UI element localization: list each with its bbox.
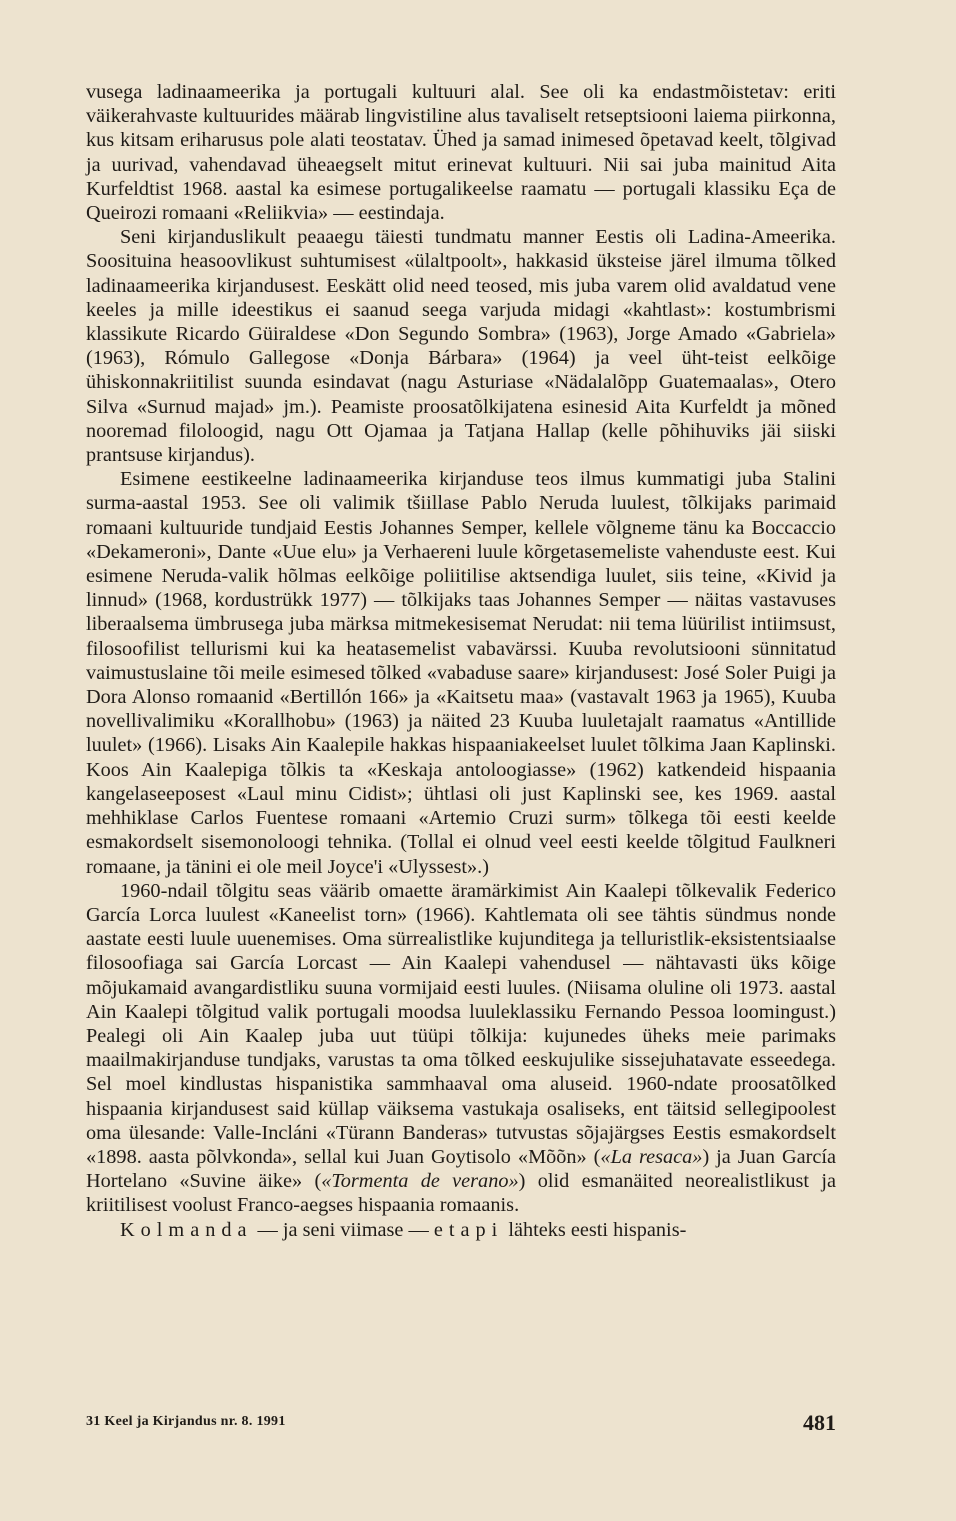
article-body [86, 80, 836, 1242]
italic-title: «La resaca» [600, 1145, 703, 1168]
page-footer [86, 1404, 836, 1444]
paragraph: vusega ladinaameerika ja portugali kultuuri alal. See oli ka endastmõistetav: eriti väikerahvaste kultuurides määrab lingvistiline alus tavaliselt retseptsiooni laiema piirkonna, kus kitsam eriharusus pole alati teostatav. Ühed ja samad inimesed õpetavad keelt, tõlgivad ja uurivad, vahendavad üheaegselt mitut erinevat kultuuri. Nii sai juba mainitud Aita Kurfeldtist 1968. aastal ka esimese portugalikeelse raamatu — portugali klassiku Eça de Queirozi romaani «Reliikvia» — eestindaja. [86, 81, 836, 225]
paragraph-text: — ja seni viimase — [252, 1218, 434, 1241]
paragraph-text: ) olid esmanäited neorealistlikust ja kriitilisest voolust Franco-aegses hispaania romaanis. [86, 1170, 836, 1217]
paragraph-text: 1960-ndail tõlgitu seas väärib omaette äramärkimist Ain Kaalepi tõlkevalik Federico García Lorca luulest «Kaneelist torn» (1966). Kahtlemata oli see tähtis sündmus nonde aastate eesti luule uuenemises. Oma sürrealistlike kujunditega ja telluristlik-eksistentsiaalse filosoofiaga sai García Lorcast — Ain Kaalepi vahendusel — nähtavasti üks kõige mõjukamaid avangardistliku suuna vormijaid eesti luules. (Niisama oluline oli 1973. aastal Ain Kaalepi tõlgitud valik portugali moodsa luuleklassiku Fernando Pessoa loomingust.) Pealegi oli Ain Kaalep juba uut tüüpi tõlkija: kujunedes üheks meie parimaks maailmakirjanduse tundjaks, varustas ta oma tõlked eeskujulike sissejuhatavate esseedega. Sel moel kindlustas hispanistika sammhaaval oma aluseid. 1960-ndate proosatõlked hispaania kirjandusest said küllap väiksema vastukaja osaliseks, ent täitsid sellegipoolest oma ülesande: Valle-Incláni «Türann Banderas» tutvustas sõjajärgses Eestis esmakordselt «1898. aasta põlvkonda», sellal kui Juan Goytisolo «Mõõn» ( [86, 879, 836, 1168]
italic-title: «Tormenta de verano» [321, 1170, 519, 1193]
footer-source: 31 Keel ja Kirjandus nr. 8. 1991 [86, 1414, 286, 1429]
paragraph-text: lähteks eesti hispanis- [503, 1218, 687, 1241]
paragraph [86, 1218, 836, 1242]
paragraph [86, 879, 836, 1218]
paragraph: Seni kirjanduslikult peaaegu täiesti tundmatu manner Eestis oli Ladina-Ameerika. Soosituina heasoovlikust suhtumisest «ülaltpoolt», hakkasid üksteise järel ilmuma tõlked ladinaameerika kirjandusest. Eeskätt olid need teosed, mis juba varem olid avaldatud vene keeles ja mille ideestikus ei saanud seega varjuda midagi «kahtlast»: kostumbrismi klassikute Ricardo Güiraldese «Don Segundo Sombra» (1963), Jorge Amado «Gabriela» (1963), Rómulo Gallegose «Donja Bárbara» (1964) ja veel üht-teist eelkõige ühiskonnakriitilist suunda esindavat (nagu Asturiase «Nädalalõpp Guatemaalas», Otero Silva «Surnud majad» jm.). Peamiste proosatõlkijatena esinesid Aita Kurfeldt ja mõned nooremad filoloogid, nagu Ott Ojamaa ja Tatjana Hallap (kelle põhihuviks jäi siiski prantsuse kirjandus). [86, 226, 836, 467]
spaced-emphasis: etapi [433, 1218, 504, 1241]
page-number: 481 [803, 1410, 836, 1435]
spaced-emphasis: Kolmanda [120, 1218, 253, 1241]
paragraph: Esimene eestikeelne ladinaameerika kirjanduse teos ilmus kummatigi juba Stalini surma-aastal 1953. See oli valimik tšiillase Pablo Neruda luulest, tõlkijaks parimaid romaani kultuuride tundjaid Eestis Johannes Semper, kellele võlgneme tänu ka Boccaccio «Dekameroni», Dante «Uue elu» ja Verhaereni luule kõrgetasemeliste vahenduste eest. Kui esimene Neruda-valik hõlmas eelkõige poliitilise aktsendiga luulet, siis teine, «Kivid ja linnud» (1968, kordustrükk 1977) — tõlkijaks taas Johannes Semper — näitas vastavuses liberaalsema ümbrusega juba märksa mitmekesisemat Nerudat: nii tema lüürilist intiimsust, filosoofilist tellurismi kui ka heatasemelist vabavärssi. Kuuba revolutsiooni sünnitatud vaimustuslaine tõi meile esimesed tõlked «vabaduse saare» kirjandusest: José Soler Puigi ja Dora Alonso romaanid «Bertillón 166» ja «Kaitsetu maa» (vastavalt 1963 ja 1965), Kuuba novellivalimiku «Korallhobu» (1963) ja näited 23 Kuuba luuletajalt raamatus «Antillide luulet» (1966). Lisaks Ain Kaalepile hakkas hispaaniakeelset luulet tõlkima Jaan Kaplinski. Koos Ain Kaalepiga tõlkis ta «Keskaja antoloogiasse» (1962) katkendeid hispaania kangelaseeposest «Laul minu Cidist»; ühtlasi oli just Kaplinski see, kes 1969. aastal mehhiklase Carlos Fuentese romaani «Artemio Cruzi surm» tõlkega tõi eesti keelde esmakordselt sisemonoloogi tehnika. (Tollal ei olnud veel eesti keelde tõlgitud Faulkneri romaane, ja tänini ei ole meil Joyce'i «Ulyssest».) [86, 468, 836, 878]
paragraph-text: ) ja Juan García Hortelano «Suvine äike» ( [86, 1145, 837, 1193]
